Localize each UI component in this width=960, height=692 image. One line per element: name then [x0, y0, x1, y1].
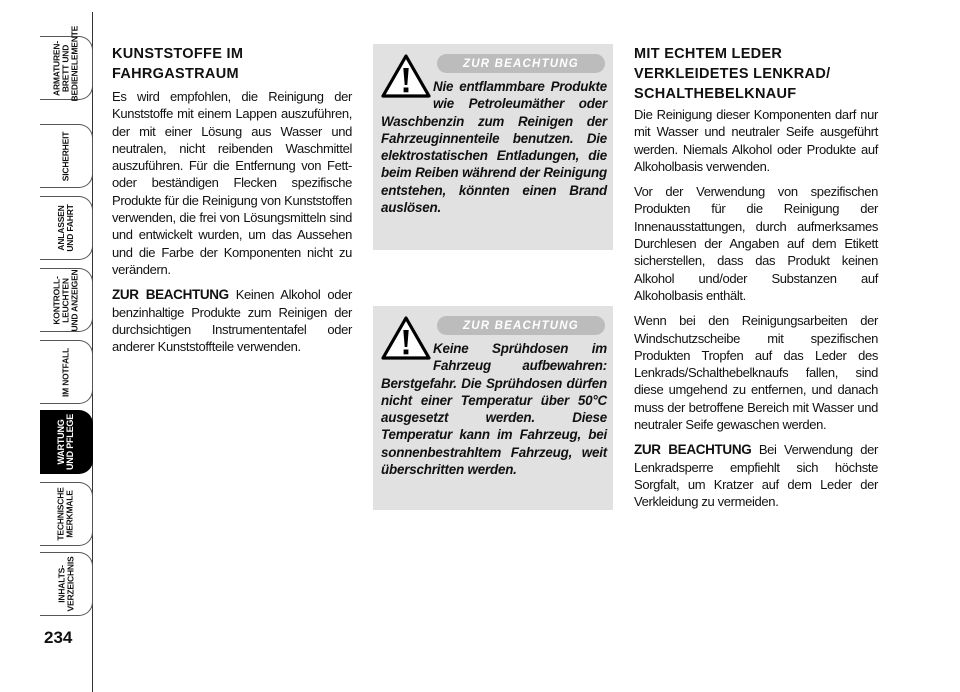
warning-text: Nie entflammbare Produkte wie Petroleumäther oder Waschbenzin zum Reinigen der Fahrzeuginnenteile benutzen. Die elektrostatischen Entladungen, die beim Reiben während der Reinigung entstehen, könnten einen Brand auslösen. — [381, 79, 607, 216]
chapter-sidebar — [0, 0, 100, 692]
note-text: Keinen Alkohol oder benzinhaltige Produkte zum Reinigen der durchsichtigen Instrumententafel oder anderer Kunststoffteile verwenden. — [112, 287, 352, 355]
tab-wartung-und-pflege[interactable] — [40, 410, 93, 474]
tab-label: KONTROLL- LEUCHTEN UND ANZEIGEN — [51, 269, 80, 331]
paragraph: Wenn bei den Reinigungsarbeiten der Windschutzscheibe mit spezifischen Produkten Tropfen auf das Leder des Lenkrads/Schalthebelknaufs fallen, sind diese umgehend zu entfernen, und danach muss der betroffene Bereich mit Wasser und neutraler Seife gewaschen werden. — [634, 313, 878, 433]
tab-label: SICHERHEIT — [60, 131, 71, 181]
section-plastics — [112, 44, 352, 363]
tab-technische-merkmale[interactable] — [40, 482, 93, 546]
section-leather — [634, 44, 878, 519]
paragraph: Es wird empfohlen, die Reinigung der Kunststoffe mit einem Lappen auszuführen, der mit einer Lösung aus Wasser und neutralen, nicht reibenden Waschmittel auszuführen. Für die Entfernung von Fett- oder beständigen Flecken spezifische Produkte für die Reinigung von Kunststoffen verwenden, die frei von Lösungsmitteln sind und entwickelt wurden, um das Aussehen und die Farbe der Komponenten nicht zu verändern. — [112, 89, 352, 277]
tab-kontrollleuchten[interactable] — [40, 268, 93, 332]
warning-banner: ZUR BEACHTUNG — [437, 316, 605, 335]
tab-anlassen[interactable] — [40, 196, 93, 260]
warning-text: Keine Sprühdosen im Fahrzeug aufbewahren: Berstgefahr. Die Sprühdosen dürfen nicht einer Temperatur über 50°C ausgesetzt werden. Diese Temperatur kann im Fahrzeug, bei sonnenbestrahltem Fahrzeug, weit überschritten werden. — [381, 341, 607, 478]
warning-banner: ZUR BEACHTUNG — [437, 54, 605, 73]
tab-armaturenbrett[interactable] — [40, 25, 93, 101]
tab-label: ANLASSEN UND FAHRT — [56, 204, 75, 252]
paragraph: Die Reinigung dieser Komponenten darf nur mit Wasser und neutraler Seife ausgeführt werden. Niemals Alkohol oder Produkte auf Alkoholbasis verwenden. — [634, 107, 878, 174]
paragraph: Vor der Verwendung von spezifischen Produkten für die Reinigung der Innenausstattungen, durch aufmerksames Durchlesen der Angaben auf dem Etikett sicherstellen, dass das Produkt keinen Alkohol und/oder Substanzen auf Alkoholbasis enthält. — [634, 184, 878, 303]
section-heading: MIT ECHTEM LEDER VERKLEIDETES LENKRAD/ SCHALTHEBELKNAUF — [634, 46, 831, 102]
page-number: 234 — [44, 628, 73, 647]
section-heading: KUNSTSTOFFE IM FAHRGASTRAUM — [112, 46, 244, 82]
warning-box — [373, 44, 613, 250]
tab-label: TECHNISCHE MERKMALE — [56, 487, 76, 541]
note-label: ZUR BEACHTUNG — [634, 442, 752, 458]
tab-sicherheit[interactable] — [40, 124, 93, 188]
tab-inhaltsverzeichnis[interactable] — [40, 552, 93, 616]
note-paragraph — [634, 441, 878, 510]
tab-label: WARTUNG UND PFLEGE — [56, 413, 76, 471]
note-paragraph — [112, 286, 352, 355]
note-text: Bei Verwendung der Lenkradsperre empfiehlt sich höchste Sorgfalt, um Kratzer auf dem Leder der Verkleidung zu vermeiden. — [634, 442, 878, 510]
tab-label: ARMATUREN- BRETT UND BEDIENELEMENTE — [51, 25, 80, 101]
tab-label: IM NOTFALL — [60, 347, 71, 397]
note-label: ZUR BEACHTUNG — [112, 287, 229, 303]
tab-im-notfall[interactable] — [40, 340, 93, 404]
warning-box — [373, 306, 613, 510]
tab-label: INHALTS- VERZEICHNIS — [56, 556, 76, 612]
